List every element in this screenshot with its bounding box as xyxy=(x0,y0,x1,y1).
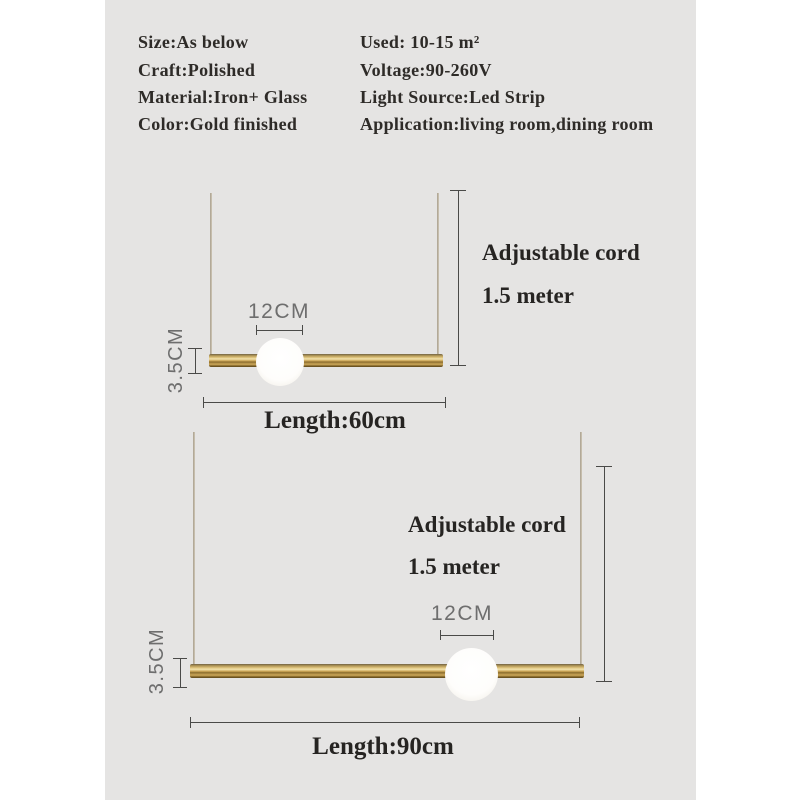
spec-voltage: Voltage:90-260V xyxy=(360,60,492,80)
lamp60-cord-note-line2: 1.5 meter xyxy=(482,283,574,308)
spec-craft: Craft:Polished xyxy=(138,60,256,80)
spec-application: Application:living room,dining room xyxy=(360,114,654,134)
lamp90-cord-note-line2: 1.5 meter xyxy=(408,554,500,579)
lamp90-length-tick-right xyxy=(579,717,580,728)
lamp90-bar-height-dim-line xyxy=(180,658,181,688)
lamp90-bar-height-cap-top xyxy=(173,658,187,659)
lamp90-cord-dim-cap-top xyxy=(596,466,612,467)
lamp60-bar xyxy=(209,354,443,367)
lamp60-cord-left xyxy=(210,193,212,355)
lamp60-length-tick-right xyxy=(445,397,446,408)
lamp90-bulb-offset-tick-left xyxy=(440,630,441,640)
lamp60-bar-height-cap-bottom xyxy=(188,373,202,374)
lamp60-cord-right xyxy=(437,193,439,355)
lamp90-bulb-offset-dim-line xyxy=(440,635,494,636)
lamp60-cord-dim-cap-top xyxy=(450,190,466,191)
spec-color: Color:Gold finished xyxy=(138,114,298,134)
lamp60-bar-height-label: 3.5CM xyxy=(165,326,187,394)
lamp90-bar-height-label: 3.5CM xyxy=(146,627,168,695)
lamp90-bulb xyxy=(445,648,498,701)
lamp90-cord-right xyxy=(580,432,582,664)
lamp60-cord-dim-cap-bottom xyxy=(450,365,466,366)
lamp90-cord-note-line1: Adjustable cord xyxy=(408,512,566,537)
lamp60-length-tick-left xyxy=(203,397,204,408)
lamp60-bar-height-cap-top xyxy=(188,348,202,349)
lamp60-bulb-offset-tick-right xyxy=(302,325,303,335)
lamp90-bar-height-cap-bottom xyxy=(173,687,187,688)
lamp90-bulb-offset-label: 12CM xyxy=(430,602,494,625)
lamp60-bulb-offset-dim-line xyxy=(256,330,303,331)
lamp90-cord-dim-line xyxy=(604,466,605,682)
lamp90-bulb-offset-tick-right xyxy=(493,630,494,640)
lamp90-length-label: Length:90cm xyxy=(312,733,454,760)
lamp60-bulb-offset-tick-left xyxy=(256,325,257,335)
lamp90-cord-dim-cap-bottom xyxy=(596,681,612,682)
spec-light-source: Light Source:Led Strip xyxy=(360,87,546,107)
spec-used-area: Used: 10-15 m² xyxy=(360,32,480,52)
lamp60-cord-dim-line xyxy=(458,190,459,366)
lamp90-cord-left xyxy=(193,432,195,664)
lamp60-bulb xyxy=(256,338,304,386)
lamp60-cord-note-line1: Adjustable cord xyxy=(482,240,640,265)
spec-size: Size:As below xyxy=(138,32,249,52)
lamp60-length-dim-line xyxy=(203,402,446,403)
lamp60-bulb-offset-label: 12CM xyxy=(247,300,311,323)
lamp90-length-tick-left xyxy=(190,717,191,728)
lamp90-length-dim-line xyxy=(190,722,580,723)
spec-material: Material:Iron+ Glass xyxy=(138,87,308,107)
lamp90-bar xyxy=(190,664,584,678)
lamp60-length-label: Length:60cm xyxy=(264,407,406,434)
lamp60-bar-height-dim-line xyxy=(195,348,196,374)
